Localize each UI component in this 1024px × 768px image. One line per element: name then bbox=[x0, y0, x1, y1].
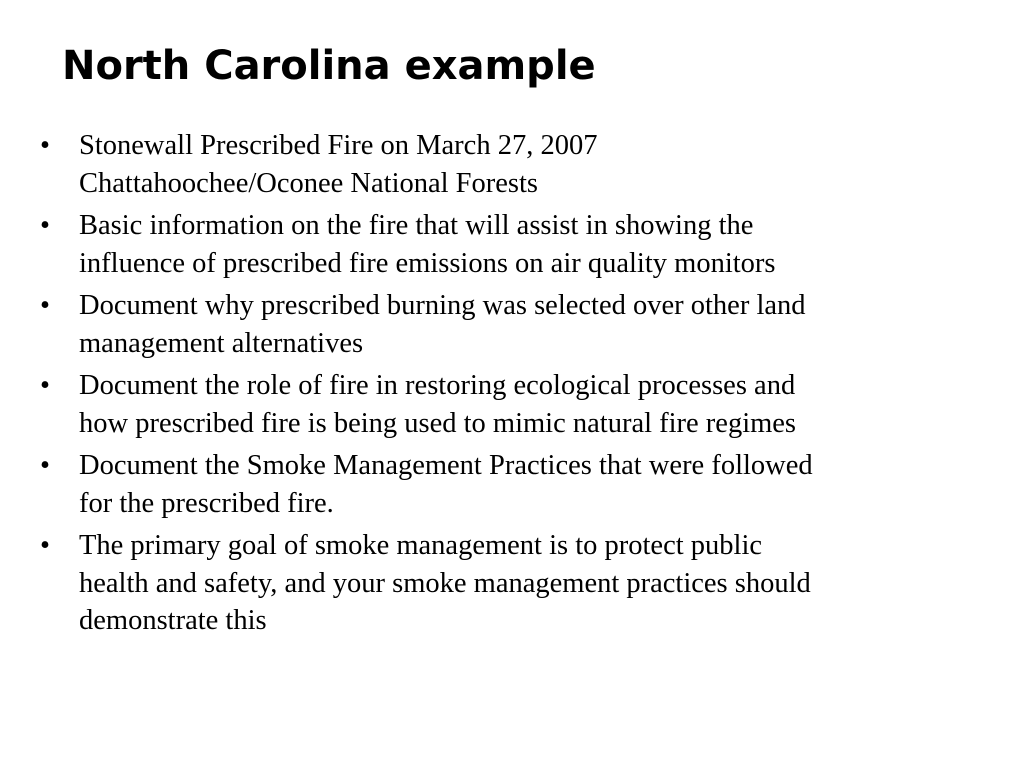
bullet-line: Document why prescribed burning was selected over other land bbox=[79, 290, 806, 321]
bullet-item-6 bbox=[40, 527, 975, 640]
bullet-line: Basic information on the fire that will assist in showing the bbox=[79, 210, 754, 241]
bullet-dot-icon: • bbox=[40, 370, 50, 401]
bullet-line: influence of prescribed fire emissions on air quality monitors bbox=[79, 247, 776, 279]
bullet-item-5 bbox=[40, 447, 975, 522]
bullet-dot-icon: • bbox=[40, 290, 50, 321]
bullet-line: how prescribed fire is being used to mimic natural fire regimes bbox=[79, 407, 797, 439]
bullet-dot-icon: • bbox=[40, 530, 50, 561]
bullet-line: Document the Smoke Management Practices that were followed bbox=[79, 450, 813, 481]
bullet-dot-icon: • bbox=[40, 210, 50, 241]
bullet-line: for the prescribed fire. bbox=[79, 487, 334, 519]
slide-title: North Carolina example bbox=[62, 43, 596, 89]
bullet-dot-icon: • bbox=[40, 130, 50, 161]
bullet-dot-icon: • bbox=[40, 450, 50, 481]
bullet-line: management alternatives bbox=[79, 327, 364, 359]
bullet-item-4 bbox=[40, 367, 975, 442]
bullet-item-2 bbox=[40, 207, 975, 282]
bullet-line: demonstrate this bbox=[79, 605, 267, 636]
bullet-line: Stonewall Prescribed Fire on March 27, 2007 bbox=[79, 130, 598, 161]
bullet-line: health and safety, and your smoke management practices should bbox=[79, 567, 811, 599]
bullet-list bbox=[40, 127, 975, 645]
bullet-line: Chattahoochee/Oconee National Forests bbox=[79, 167, 539, 199]
bullet-item-3 bbox=[40, 287, 975, 362]
bullet-line: The primary goal of smoke management is to protect public bbox=[79, 530, 763, 561]
bullet-item-1 bbox=[40, 127, 975, 202]
bullet-line: Document the role of fire in restoring ecological processes and bbox=[79, 370, 796, 401]
